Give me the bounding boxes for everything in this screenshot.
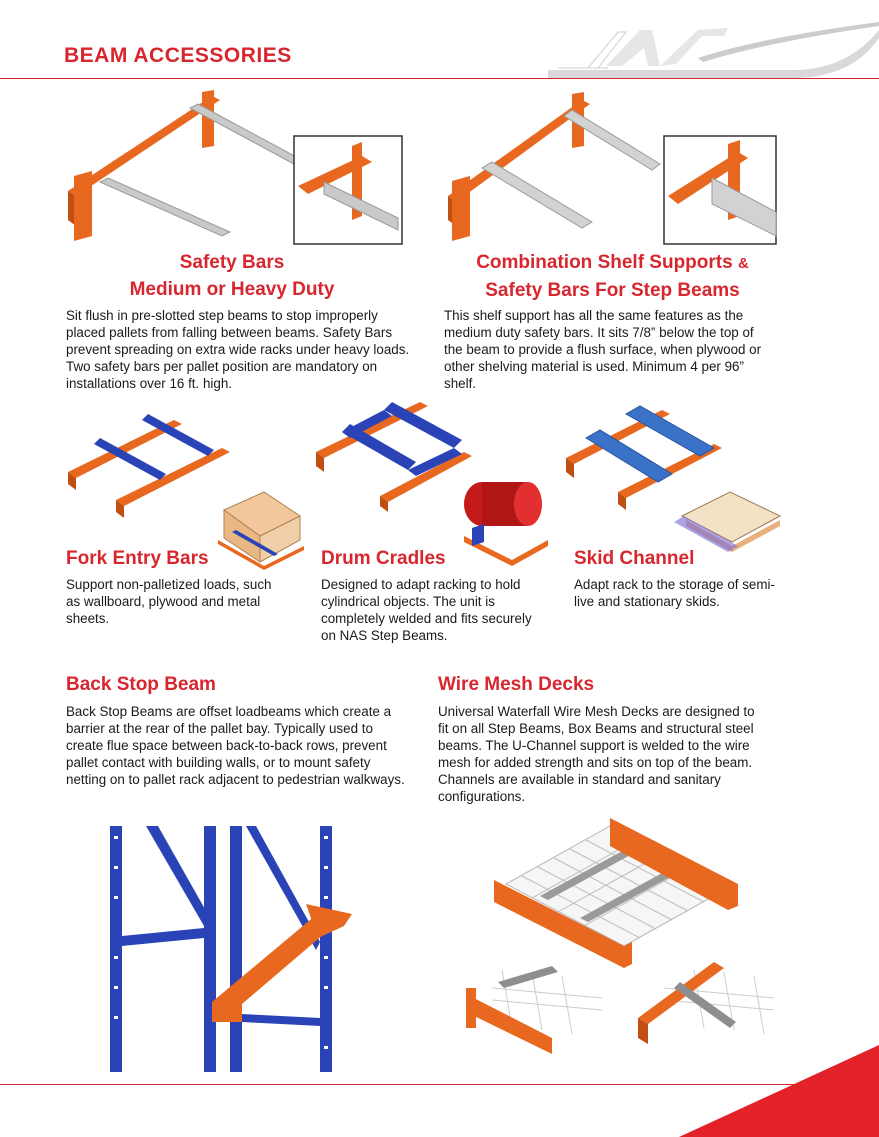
corner-accent — [679, 1045, 879, 1137]
combination-supports-illustration — [442, 86, 782, 248]
skid-channel-title: Skid Channel — [574, 548, 695, 569]
drum-cradles-description: Designed to adapt racking to hold cylindrical objects. The unit is completely welded and fits securely on NAS Step Beams. — [321, 577, 532, 643]
wire-mesh-detail-left — [462, 958, 612, 1058]
wire-mesh-detail-right — [634, 958, 784, 1058]
wire-mesh-decks-title: Wire Mesh Decks — [438, 674, 595, 695]
fork-entry-bars-title: Fork Entry Bars — [66, 548, 209, 569]
drum-cradles-title: Drum Cradles — [321, 548, 446, 569]
safety-bars-title-line1: Safety Bars — [179, 252, 285, 273]
combination-supports-title-line1: Combination Shelf Supports — [476, 252, 733, 273]
safety-bars-illustration — [62, 86, 407, 248]
back-stop-beam-illustration — [106, 826, 356, 1072]
back-stop-beam-title: Back Stop Beam — [66, 674, 216, 695]
combination-supports-title-amp: & — [737, 255, 749, 272]
nas-logo — [548, 18, 879, 80]
combination-supports-title-line2: Safety Bars For Step Beams — [485, 280, 740, 301]
drum-cradles-illustration — [312, 396, 552, 568]
wire-mesh-decks-description: Universal Waterfall Wire Mesh Decks are designed to fit on all Step Beams, Box Beams and structural steel beams. The U-Channel support is welded to the wire mesh for added strength and sits on top of the beam. Channels are available in standard and sanitary configurations. — [438, 704, 755, 804]
combination-supports-title — [440, 249, 785, 304]
combination-supports-description: This shelf support has all the same features as the medium duty safety bars. It sits 7/8” below the top of the beam to provide a flush surface, when plywood or other shelving material is used. Minimum 4 per 96” shelf. — [444, 308, 762, 391]
safety-bars-title-line2: Medium or Heavy Duty — [129, 279, 335, 300]
skid-channel-illustration — [562, 396, 787, 568]
fork-entry-bars-description: Support non-palletized loads, such as wallboard, plywood and metal sheets. — [66, 577, 272, 626]
back-stop-beam-description: Back Stop Beams are offset loadbeams which create a barrier at the rear of the pallet bay. Typically used to create flue space between back-to-back rows, prevent pallet contact with building walls, or to mount safety netting on to pallet rack adjacent to pedestrian walkways. — [66, 704, 405, 787]
skid-channel-description: Adapt rack to the storage of semi-live and stationary skids. — [574, 577, 775, 609]
safety-bars-title — [62, 249, 402, 303]
safety-bars-description: Sit flush in pre-slotted step beams to stop improperly placed pallets from falling between beams. Safety Bars prevent spreading on extra wide racks under heavy loads. Two safety bars per pallet position are mandatory on installations over 16 ft. high. — [66, 308, 410, 391]
wire-mesh-deck-illustration — [492, 814, 742, 976]
page-title: BEAM ACCESSORIES — [64, 44, 292, 67]
